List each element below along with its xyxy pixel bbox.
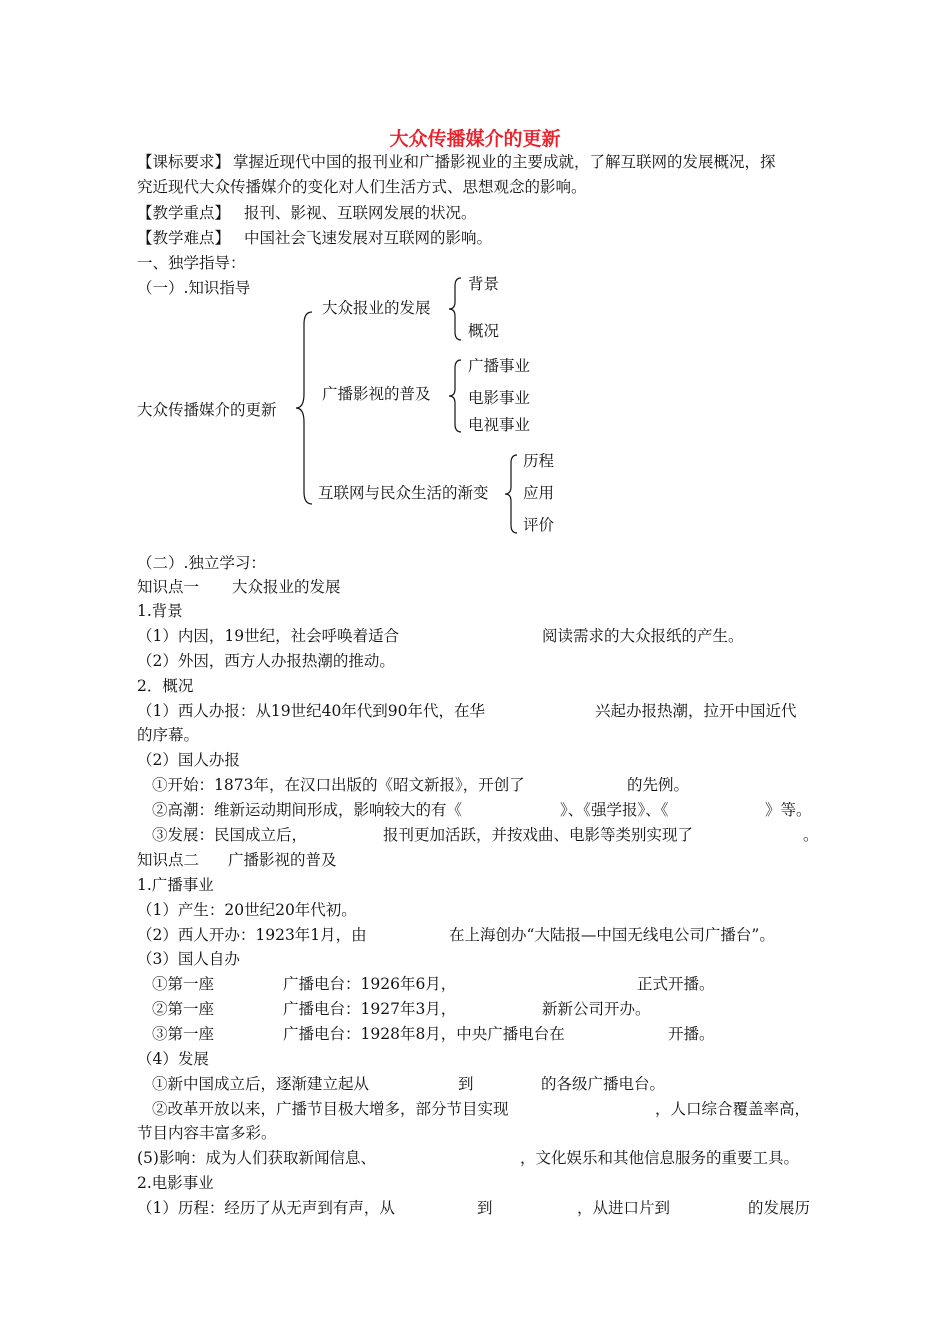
k2-p3-2c: 新新公司开办。: [542, 1000, 651, 1018]
k2-p2a: （2）西人开办：1923年1月，由: [137, 926, 367, 944]
k2-p3-3a: ③第一座: [152, 1025, 215, 1043]
k2-p3-1b: 广播电台：1926年6月，: [283, 975, 457, 993]
k1-s2-2-3b: 报刊更加活跃，并按戏曲、电影等类别实现了: [383, 826, 694, 844]
k2-p3-1c: 正式开播。: [637, 975, 715, 993]
k1-title: 知识点一: [137, 578, 200, 596]
k2-p1: （1）产生：20世纪20年代初。: [137, 901, 357, 919]
req-label: 【课标要求】: [137, 153, 231, 171]
tree-branch-1-brace: [446, 276, 464, 342]
part-heading-1: （一）.知识指导: [137, 279, 251, 297]
tree-leaf-evaluation: 评价: [523, 516, 555, 534]
k2-p3: （3）国人自办: [137, 950, 240, 968]
k1-s1-2: （2）外因，西方人办报热潮的推动。: [137, 652, 395, 670]
tree-root-brace: [292, 310, 316, 506]
page-title: 大众传播媒介的更新: [389, 128, 561, 150]
k2-m1c: ，从进口片到: [577, 1199, 671, 1217]
tree-branch-1: 大众报业的发展: [322, 299, 431, 317]
k2-p4-2b: ，人口综合覆盖率高，: [655, 1100, 811, 1118]
k1-s2-2-1a: ①开始：1873年，在汉口出版的《昭文新报》，开创了: [152, 776, 525, 794]
k1-s2-1b: 兴起办报热潮，拉开中国近代: [595, 702, 797, 720]
k2-p5a: (5)影响：成为人们获取新闻信息、: [137, 1149, 376, 1167]
tree-leaf-tv: 电视事业: [468, 416, 531, 434]
tree-leaf-application: 应用: [523, 484, 555, 502]
k1-s2-2-3c: 。: [803, 826, 819, 844]
k1-title-text: 大众报业的发展: [232, 578, 341, 596]
k2-m1a: （1）历程：经历了从无声到有声，从: [137, 1199, 395, 1217]
k2-p2b: 在上海创办“大陆报—中国无线电公司广播台”。: [449, 926, 775, 944]
k2-p5b: ，文化娱乐和其他信息服务的重要工具。: [520, 1149, 800, 1167]
key-text: 报刊、影视、互联网发展的状况。: [244, 204, 477, 222]
k2-s2: 2.电影事业: [137, 1174, 214, 1192]
k2-p4-2a: ②改革开放以来，广播节目极大增多，部分节目实现: [152, 1100, 509, 1118]
k1-s2-1c: 的序幕。: [137, 726, 200, 744]
tree-leaf-background: 背景: [468, 275, 500, 293]
k2-title: 知识点二: [137, 851, 200, 869]
k2-p3-3c: 开播。: [668, 1025, 715, 1043]
tree-root: 大众传播媒介的更新: [137, 401, 277, 419]
k2-m1d: 的发展历: [748, 1199, 811, 1217]
tree-branch-2: 广播影视的普及: [322, 385, 431, 403]
req-text-1: 掌握近现代中国的报刊业和广播影视业的主要成就，了解互联网的发展概况，探: [233, 153, 776, 171]
k2-s1: 1.广播事业: [137, 876, 214, 894]
k2-p3-3b: 广播电台：1928年8月，中央广播电台在: [283, 1025, 565, 1043]
k2-p4-1c: 的各级广播电台。: [541, 1075, 666, 1093]
tree-leaf-overview: 概况: [468, 322, 500, 340]
k2-p3-1a: ①第一座: [152, 975, 215, 993]
k1-s2-2-1b: 的先例。: [627, 776, 690, 794]
tree-leaf-film: 电影事业: [468, 389, 531, 407]
k2-p3-2b: 广播电台：1927年3月，: [283, 1000, 457, 1018]
k1-s2-1a: （1）西人办报：从19世纪40年代到90年代，在华: [137, 702, 486, 720]
k1-s2-2-2a: ②高潮：维新运动期间形成，影响较大的有《: [152, 801, 463, 819]
k1-s2: 2．概况: [137, 677, 194, 695]
req-text-2: 究近现代大众传播媒介的变化对人们生活方式、思想观念的影响。: [137, 178, 587, 196]
k1-s1-1a: （1）内因，19世纪，社会呼唤着适合: [137, 627, 400, 645]
tree-leaf-radio: 广播事业: [468, 357, 531, 375]
tree-branch-3: 互联网与民众生活的渐变: [318, 484, 489, 502]
k1-s2-2-2b: 》、《强学报》、《: [560, 801, 669, 819]
k2-m1b: 到: [477, 1199, 493, 1217]
k2-title-text: 广播影视的普及: [228, 851, 337, 869]
part-heading-2: （二）.独立学习：: [137, 554, 266, 572]
tree-leaf-history: 历程: [523, 452, 555, 470]
section-heading: 一、独学指导：: [137, 254, 246, 272]
k1-s2-2: （2）国人办报: [137, 751, 240, 769]
k2-p4-1b: 到: [458, 1075, 474, 1093]
key-label: 【教学重点】: [137, 204, 231, 222]
k1-s1-1b: 阅读需求的大众报纸的产生。: [542, 627, 744, 645]
k2-p4-1a: ①新中国成立后，逐渐建立起从: [152, 1075, 370, 1093]
tree-branch-2-brace: [446, 358, 464, 434]
k1-s2-2-3a: ③发展：民国成立后，: [152, 826, 308, 844]
diff-text: 中国社会飞速发展对互联网的影响。: [244, 229, 493, 247]
k2-p4: （4）发展: [137, 1050, 209, 1068]
k2-p3-2a: ②第一座: [152, 1000, 215, 1018]
tree-branch-3-brace: [502, 453, 520, 535]
diff-label: 【教学难点】: [137, 229, 231, 247]
k1-s1: 1.背景: [137, 602, 183, 620]
k1-s2-2-2c: 》等。: [765, 801, 812, 819]
k2-p4-2c: 节目内容丰富多彩。: [137, 1124, 277, 1142]
